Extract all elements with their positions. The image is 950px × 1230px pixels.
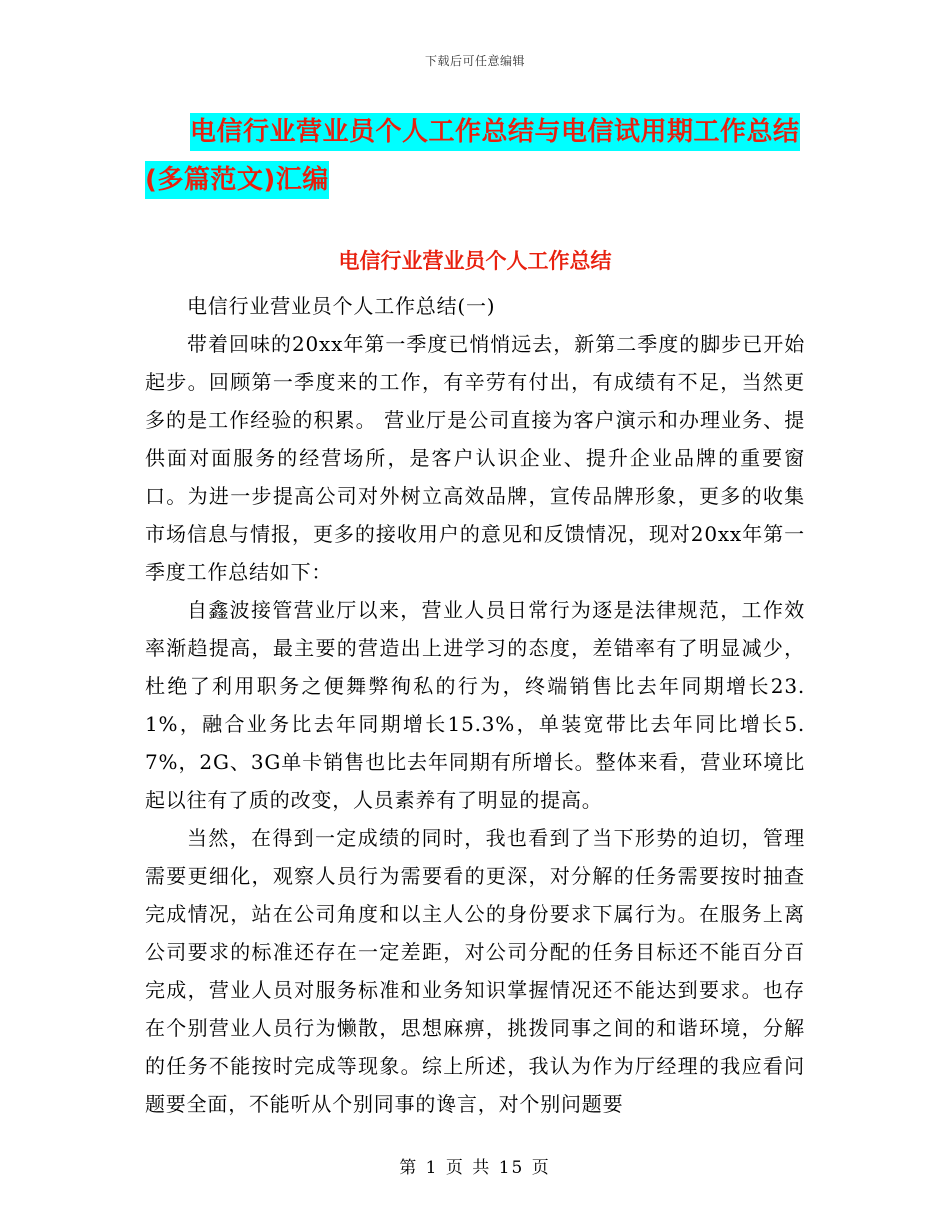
section-title: 电信行业营业员个人工作总结	[338, 249, 612, 273]
document-title-highlight: 电信行业营业员个人工作总结与电信试用期工作总结(多篇范文)汇编	[145, 113, 800, 199]
body-paragraph-3: 当然，在得到一定成绩的同时，我也看到了当下形势的迫切，管理需要更细化，观察人员行为需要看的更深，对分解的任务需要按时抽查完成情况，站在公司角度和以主人公的身份要求下属行为。在服务上离公司要求的标准还存在一定差距，对公司分配的任务目标还不能百分百完成，营业人员对服务标准和业务知识掌握情况还不能达到要求。也存在个别营业人员行为懒散，思想麻痹，挑拨同事之间的和谐环境，分解的任务不能按时完成等现象。综上所述，我认为作为厅经理的我应看问题要全面，不能听从个别同事的谗言，对个别问题要	[145, 826, 805, 1116]
document-body	[145, 287, 805, 1123]
body-paragraph-2: 自鑫波接管营业厅以来，营业人员日常行为逐是法律规范，工作效率渐趋提高，最主要的营造出上进学习的态度，差错率有了明显减少，杜绝了利用职务之便舞弊徇私的行为，终端销售比去年同期增长23.1%，融合业务比去年同期增长15.3%，单装宽带比去年同比增长5.7%，2G、3G单卡销售也比去年同期有所增长。整体来看，营业环境比起以往有了质的改变，人员素养有了明显的提高。	[145, 598, 805, 812]
subsection-heading: 电信行业营业员个人工作总结(一)	[187, 294, 496, 318]
body-paragraph-1: 带着回味的20xx年第一季度已悄悄远去，新第二季度的脚步已开始起步。回顾第一季度来的工作，有辛劳有付出，有成绩有不足，当然更多的是工作经验的积累。 营业厅是公司直接为客户演示和办理业务、提供面对面服务的经营场所，是客户认识企业、提升企业品牌的重要窗口。为进一步提高公司对外树立高效品牌，宣传品牌形象，更多的收集市场信息与情报，更多的接收用户的意见和反馈情况，现对20xx年第一季度工作总结如下：	[145, 332, 805, 584]
page-number-footer: 第 1 页 共 15 页	[399, 1158, 551, 1178]
page-header-note: 下载后可任意编辑	[424, 54, 525, 68]
document-title	[145, 108, 810, 204]
